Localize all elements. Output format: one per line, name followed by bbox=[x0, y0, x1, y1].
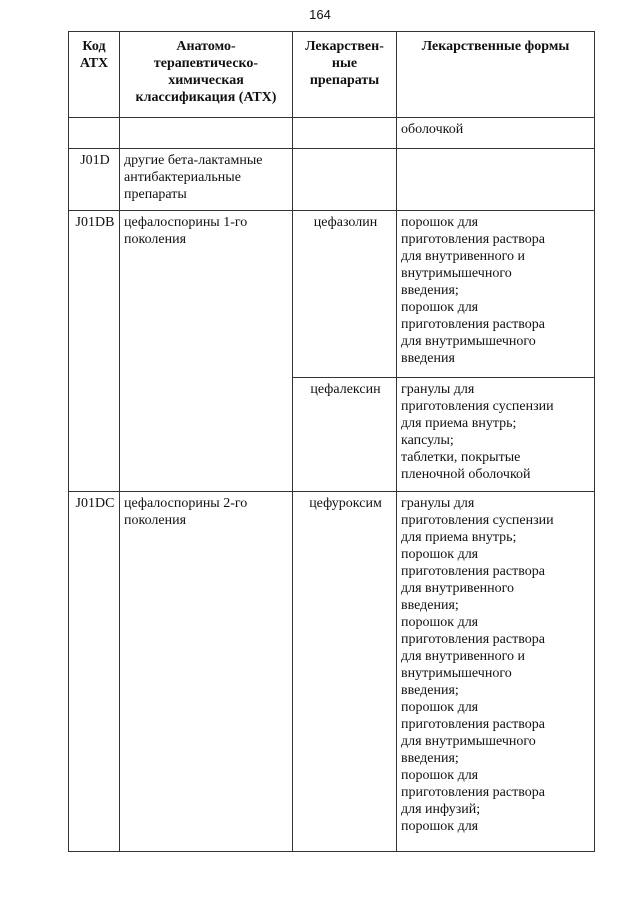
cell-forms bbox=[397, 492, 595, 852]
text-line: порошок для bbox=[401, 300, 479, 315]
header-classification bbox=[120, 32, 293, 118]
cell-classification bbox=[120, 118, 293, 149]
text-line: порошок для bbox=[401, 615, 479, 630]
cell-code: J01DB bbox=[69, 211, 120, 492]
text-line: гранулы для bbox=[401, 382, 475, 397]
text-line: Лекарственные формы bbox=[421, 39, 570, 54]
text-line: порошок для bbox=[401, 819, 479, 834]
cell-drug: цефазолин bbox=[293, 211, 397, 378]
text-line: приготовления раствора bbox=[401, 785, 545, 800]
text-line: введения; bbox=[401, 751, 459, 766]
text-line: капсулы; bbox=[401, 433, 454, 448]
text-line: для внутримышечного bbox=[401, 734, 536, 749]
text-line: введения; bbox=[401, 598, 459, 613]
text-line: поколения bbox=[124, 513, 187, 528]
text-line: Лекарствен- bbox=[305, 39, 384, 54]
cell-code bbox=[69, 118, 120, 149]
text-line: оболочкой bbox=[401, 122, 464, 137]
text-line: препараты bbox=[309, 73, 380, 88]
page-number: 164 bbox=[309, 7, 331, 22]
text-line: пленочной оболочкой bbox=[401, 467, 531, 482]
cell-drug bbox=[293, 118, 397, 149]
text-line: препараты bbox=[124, 187, 187, 202]
text-line: приготовления раствора bbox=[401, 717, 545, 732]
cell-forms bbox=[397, 378, 595, 492]
text-line: приготовления раствора bbox=[401, 632, 545, 647]
atx-table bbox=[68, 31, 595, 852]
text-line: для приема внутрь; bbox=[401, 416, 517, 431]
text-line: Анатомо- bbox=[176, 39, 236, 54]
text-line: Код bbox=[82, 39, 106, 54]
text-line: для внутривенного и bbox=[401, 249, 526, 264]
text-line: цефалоспорины 1-го bbox=[124, 215, 248, 230]
text-line: введения; bbox=[401, 683, 459, 698]
cell-forms bbox=[397, 118, 595, 149]
text-line: для внутривенного и bbox=[401, 649, 526, 664]
text-line: ные bbox=[331, 56, 358, 71]
header-forms bbox=[397, 32, 595, 118]
text-line: для инфузий; bbox=[401, 802, 481, 817]
text-line: цефалоспорины 2-го bbox=[124, 496, 248, 511]
text-line: порошок для bbox=[401, 215, 479, 230]
table-header-row bbox=[69, 32, 595, 118]
text-line: химическая bbox=[168, 73, 244, 88]
text-line: другие бета-лактамные bbox=[124, 153, 263, 168]
table-row bbox=[69, 211, 595, 378]
text-line: приготовления раствора bbox=[401, 564, 545, 579]
text-line: для приема внутрь; bbox=[401, 530, 517, 545]
cell-drug bbox=[293, 149, 397, 211]
text-line: приготовления раствора bbox=[401, 317, 545, 332]
text-line: классификация (АТХ) bbox=[135, 90, 277, 105]
cell-classification bbox=[120, 211, 293, 492]
cell-forms bbox=[397, 211, 595, 378]
text-line: АТХ bbox=[79, 56, 109, 71]
cell-drug: цефалексин bbox=[293, 378, 397, 492]
text-line: поколения bbox=[124, 232, 187, 247]
text-line: введения; bbox=[401, 283, 459, 298]
cell-forms bbox=[397, 149, 595, 211]
cell-code: J01D bbox=[69, 149, 120, 211]
text-line: порошок для bbox=[401, 768, 479, 783]
table-row bbox=[69, 118, 595, 149]
text-line: таблетки, покрытые bbox=[401, 450, 521, 465]
text-line: приготовления суспензии bbox=[401, 513, 554, 528]
text-line: гранулы для bbox=[401, 496, 475, 511]
table-row bbox=[69, 149, 595, 211]
text-line: внутримышечного bbox=[401, 666, 512, 681]
text-line: антибактериальные bbox=[124, 170, 241, 185]
text-line: для внутривенного bbox=[401, 581, 515, 596]
text-line: для внутримышечного bbox=[401, 334, 536, 349]
table-row bbox=[69, 492, 595, 852]
cell-classification bbox=[120, 492, 293, 852]
text-line: порошок для bbox=[401, 547, 479, 562]
text-line: порошок для bbox=[401, 700, 479, 715]
cell-classification bbox=[120, 149, 293, 211]
text-line: приготовления раствора bbox=[401, 232, 545, 247]
cell-drug: цефуроксим bbox=[293, 492, 397, 852]
text-line: терапевтическо- bbox=[153, 56, 259, 71]
header-drugs bbox=[293, 32, 397, 118]
header-code bbox=[69, 32, 120, 118]
cell-code: J01DC bbox=[69, 492, 120, 852]
text-line: внутримышечного bbox=[401, 266, 512, 281]
text-line: приготовления суспензии bbox=[401, 399, 554, 414]
text-line: введения bbox=[401, 351, 455, 366]
